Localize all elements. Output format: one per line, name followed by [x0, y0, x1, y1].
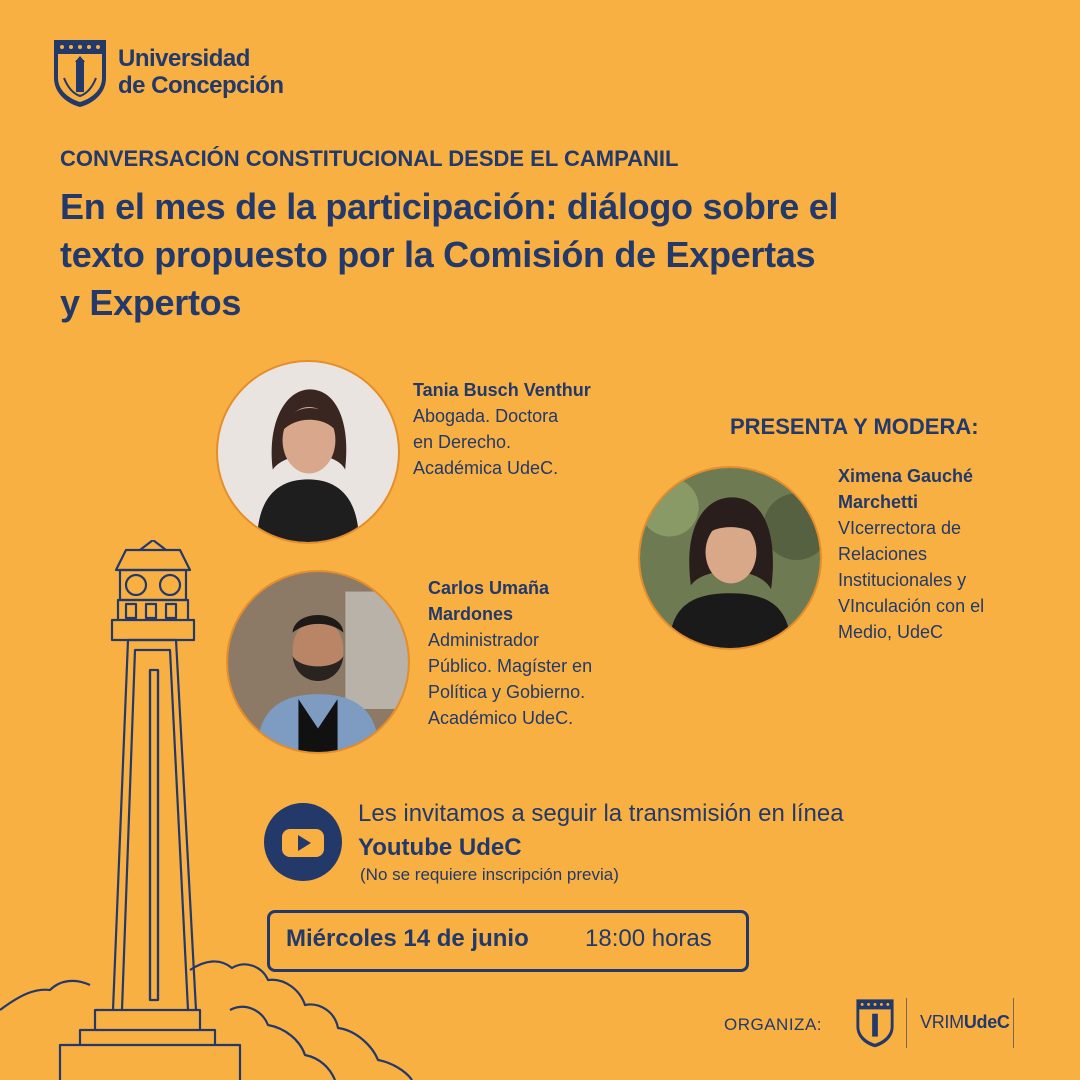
udec-shield-icon: [855, 998, 895, 1048]
event-title: En el mes de la participación: diálogo sobre el texto propuesto por la Comisión de Expertas y Expertos: [60, 186, 839, 323]
speaker-bio: Abogada. Doctora en Derecho. Académica UdeC.: [413, 406, 559, 478]
event-date: Miércoles 14 de junio: [286, 925, 529, 952]
speaker-card-tania: [413, 377, 613, 481]
logo-line1: Universidad: [118, 45, 250, 72]
speaker-name: Tania Busch Venthur: [413, 380, 591, 400]
speaker-photo-tania: [216, 360, 400, 544]
moderator-label: PRESENTA Y MODERA:: [730, 414, 979, 439]
moderator-bio: VIcerrectora de Relaciones Institucionales y VInculación con el Medio, UdeC: [838, 518, 985, 642]
stream-channel-link[interactable]: Youtube UdeC: [358, 834, 522, 861]
speaker-photo-carlos: [226, 570, 410, 754]
vrim-suffix: UdeC: [963, 1012, 1010, 1032]
speaker-name: Carlos Umaña Mardones: [428, 578, 550, 624]
youtube-icon[interactable]: [263, 802, 343, 882]
logo-line2: de Concepción: [118, 72, 284, 99]
speaker-bio: Administrador Público. Magíster en Política y Gobierno. Académico UdeC.: [428, 630, 593, 728]
vrim-logo-text: [920, 1012, 1010, 1033]
moderator-photo-ximena: [638, 466, 822, 650]
udec-shield-icon: [52, 38, 108, 108]
organizer-divider: [906, 998, 907, 1048]
university-logo-text: [118, 45, 284, 99]
stream-invite: [358, 797, 878, 865]
moderator-card: [838, 463, 1038, 645]
organizer-label: ORGANIZA:: [724, 1015, 823, 1034]
event-time: 18:00 horas: [585, 925, 712, 952]
invite-text: Les invitamos a seguir la transmisión en línea: [358, 800, 844, 827]
speaker-card-carlos: [428, 575, 628, 731]
moderator-name: Ximena Gauché Marchetti: [838, 466, 974, 512]
vrim-prefix: VRIM: [920, 1012, 964, 1032]
organizer-divider-right: [1013, 998, 1014, 1048]
event-kicker: CONVERSACIÓN CONSTITUCIONAL DESDE EL CAMPANIL: [60, 146, 679, 171]
registration-note: (No se requiere inscripción previa): [360, 865, 619, 884]
